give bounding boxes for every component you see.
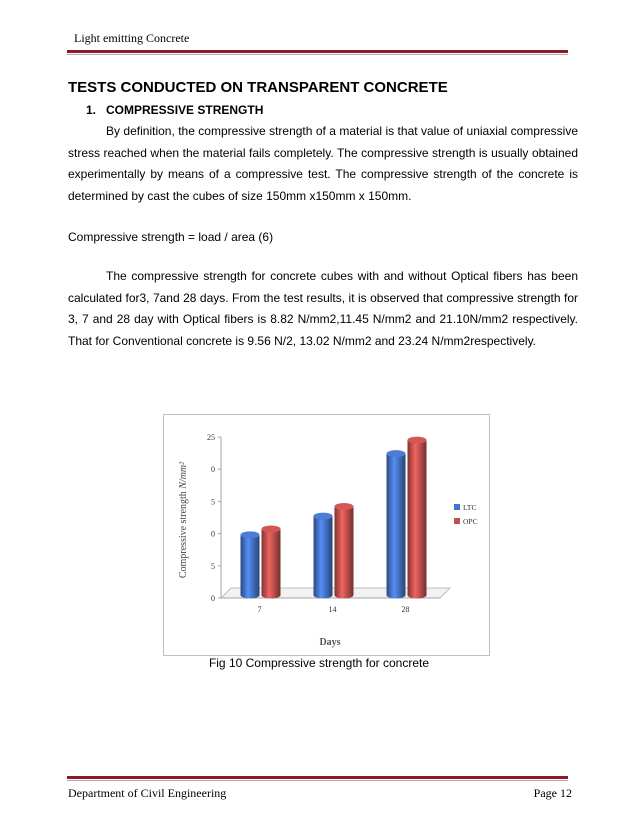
y-tick-label: 0 <box>211 529 215 539</box>
sub-heading: 1. COMPRESSIVE STRENGTH <box>86 103 264 117</box>
y-axis-label <box>178 461 189 578</box>
y-tick-label: 0 <box>211 465 215 475</box>
bar-opc-7 <box>262 526 281 599</box>
bar-opc-14 <box>335 503 354 599</box>
y-axis-label-main: Compressive strength <box>178 488 189 579</box>
compressive-strength-chart <box>164 415 489 655</box>
chart-frame <box>163 414 490 656</box>
section-heading: TESTS CONDUCTED ON TRANSPARENT CONCRETE <box>68 79 448 96</box>
y-tick-label: 25 <box>207 433 215 442</box>
legend-label-ltc: LTC <box>463 503 477 512</box>
footer-page-number: Page 12 <box>533 786 572 800</box>
header-rule <box>67 50 568 53</box>
legend-swatch-opc <box>454 518 460 524</box>
footer-rule <box>67 776 568 779</box>
footer-department: Department of Civil Engineering <box>68 786 227 800</box>
bar-opc-28 <box>408 437 427 599</box>
footer-rule-thin <box>67 780 568 781</box>
paragraph-results: The compressive strength for concrete cubes with and without Optical fibers has been calculated for3, 7and 28 days. From the test results, it is observed that compressive strength for 3, 7 and 28 day with Optical fibers is 8.82 N/mm2,11.45 N/mm2 and 21.10N/mm2 respectively. That for Conventional concrete is 9.56 N/2, 13.02 N/mm2 and 23.24 N/mm2respectively. <box>68 269 578 348</box>
bar-ltc-28 <box>387 450 406 598</box>
figure-caption: Fig 10 Compressive strength for concrete <box>208 656 430 670</box>
x-tick-label: 14 <box>328 605 337 614</box>
paragraph-definition: By definition, the compressive strength of a material is that value of uniaxial compressive stress reached when the material fails completely. The compressive strength is usually obtained experimentally by means of a compressive test. The compressive strength of the concrete is determined by cast the cubes of size 150mm x150mm x 150mm. <box>68 124 578 203</box>
y-tick-label: 0 <box>211 594 215 603</box>
header-rule-thin <box>67 54 568 55</box>
header-title: Light emitting Concrete <box>74 31 190 45</box>
x-tick-label: 7 <box>257 605 262 614</box>
legend-label-opc: OPC <box>463 517 478 526</box>
bar-ltc-7 <box>241 531 260 598</box>
x-axis-label: Days <box>319 637 341 648</box>
legend-swatch-ltc <box>454 504 460 510</box>
formula-line: Compressive strength = load / area (6) <box>68 230 274 244</box>
x-tick-label: 28 <box>401 605 410 614</box>
y-tick-label: 5 <box>211 497 215 507</box>
y-axis-label-unit: N/mm² <box>178 461 189 489</box>
y-tick-label: 5 <box>211 561 215 571</box>
bar-ltc-14 <box>314 513 333 599</box>
